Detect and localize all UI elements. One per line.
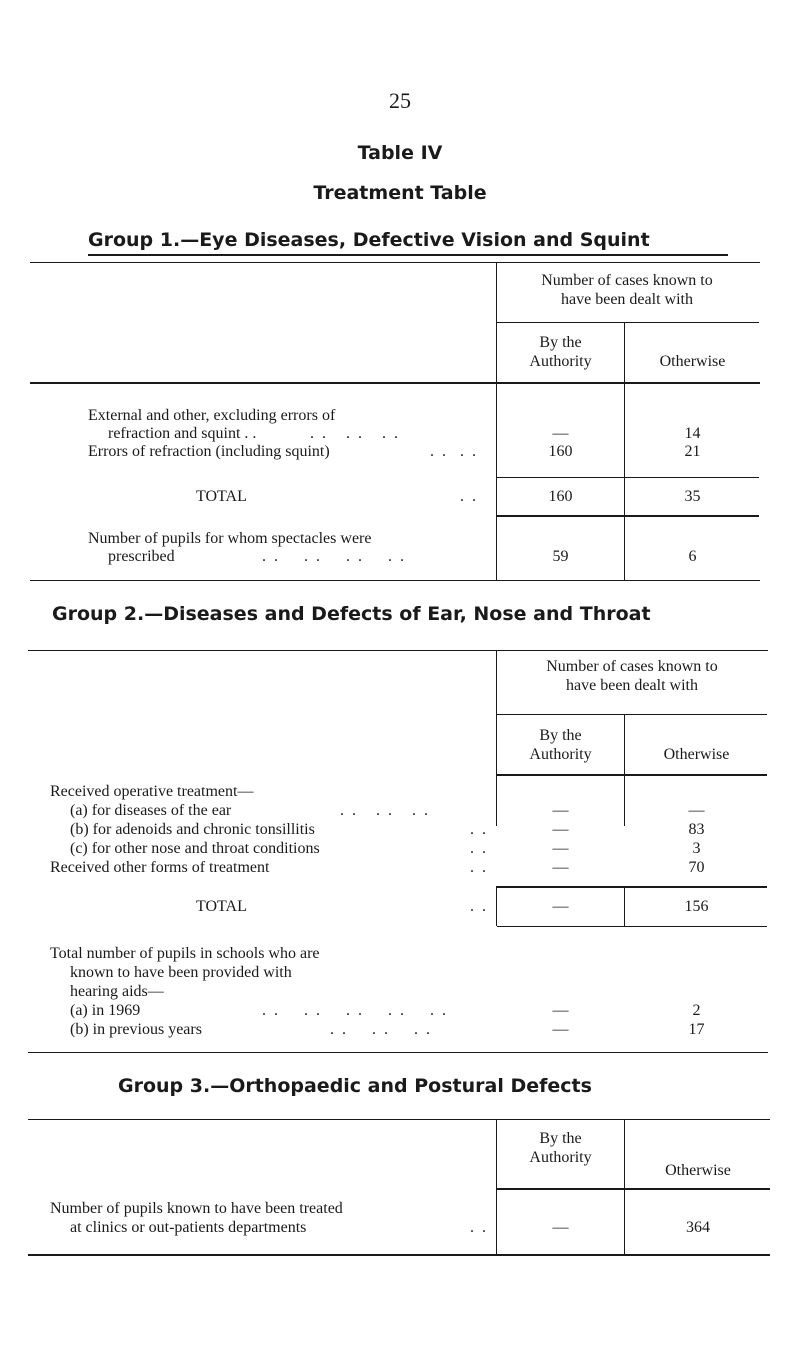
g2-header-top-line1: Number of cases known to [546,658,718,675]
group3-title: Group 3.—Orthopaedic and Postural Defects [118,1075,592,1097]
g2-row-a-otherwise: — [688,802,705,819]
g2-row-a-leader: . . . . . . [340,802,430,819]
g1-row1-label-line2: refraction and squint . . [108,425,257,442]
g2-col-authority-line2: Authority [529,746,592,763]
g3-row-line1: Number of pupils known to have been treated [50,1200,343,1217]
g2-row-b-leader: . . [470,821,488,838]
g3-col-authority-line1: By the [539,1130,582,1147]
g1-total-label: TOTAL [196,488,247,505]
g1-row4-label-line2: prescribed [108,548,175,565]
g1-col-otherwise: Otherwise [659,353,726,370]
g3-row-leader: . . [470,1219,488,1236]
g1-col-authority-line1: By the [539,334,582,351]
g2-hearing-a-label: (a) in 1969 [70,1002,141,1019]
g2-row-c-authority: — [552,840,569,857]
g2-col-otherwise: Otherwise [663,746,730,763]
table-title: Treatment Table [313,182,487,204]
g1-col-authority-line2: Authority [529,353,592,370]
g2-hearing-line3: hearing aids— [70,983,164,1000]
g1-row1-leader: . . . . . . [310,425,400,442]
g2-row-a-label: (a) for diseases of the ear [70,802,232,819]
g3-otherwise: 364 [686,1219,710,1236]
g1-total-otherwise: 35 [684,488,701,505]
g2-total-otherwise: 156 [684,898,709,915]
g2-hearing-a-leader: . . . . . . . . . . [262,1002,448,1019]
g2-header-top-line2: have been dealt with [566,677,698,694]
group1-title: Group 1.—Eye Diseases, Defective Vision and Squint [88,229,650,251]
g2-total-leader: . . [470,898,488,915]
g2-row-other-leader: . . [470,859,488,876]
g2-hearing-b-label: (b) in previous years [70,1021,202,1038]
g1-row4-otherwise: 6 [688,548,697,565]
g2-row-other-otherwise: 70 [688,859,705,876]
g3-authority: — [552,1219,569,1236]
g2-row-a-authority: — [552,802,569,819]
g2-hearing-line1: Total number of pupils in schools who are [50,945,320,962]
g1-header-top-line2: have been dealt with [561,291,693,308]
g1-row2-label: Errors of refraction (including squint) [88,443,330,460]
g2-col-authority-line1: By the [539,727,582,744]
g2-hearing-line2: known to have been provided with [70,964,292,981]
g1-row1-label-line1: External and other, excluding errors of [88,407,336,424]
g2-total-authority: — [552,898,569,915]
g1-row1-otherwise: 14 [684,425,701,442]
g2-hearing-a-otherwise: 2 [692,1002,701,1019]
g3-col-otherwise: Otherwise [665,1162,731,1179]
g2-row-b-label: (b) for adenoids and chronic tonsillitis [70,821,315,838]
g2-hearing-b-otherwise: 17 [688,1021,705,1038]
table-label: Table IV [357,142,443,164]
g2-received-heading: Received operative treatment— [50,783,254,800]
group1-title-rule [88,254,728,256]
g1-row4-authority: 59 [552,548,569,565]
g2-row-other-authority: — [552,859,569,876]
g3-col-authority-line2: Authority [529,1149,592,1166]
g2-row-c-label: (c) for other nose and throat conditions [70,840,320,857]
g2-row-other-label: Received other forms of treatment [50,859,270,876]
g2-row-b-authority: — [552,821,569,838]
g1-row4-leader: . . . . . . . . [262,548,406,565]
g3-row-line2: at clinics or out-patients departments [70,1219,307,1236]
g2-row-b-otherwise: 83 [688,821,705,838]
g2-hearing-b-authority: — [552,1021,569,1038]
g1-total-authority: 160 [548,488,573,505]
g1-header-top-line1: Number of cases known to [541,272,713,289]
g1-total-leader: . . [460,488,478,505]
g1-row4-label-line1: Number of pupils for whom spectacles were [88,530,372,547]
g1-row1-authority: — [552,425,569,442]
g1-row2-authority: 160 [548,443,573,460]
g2-hearing-a-authority: — [552,1002,569,1019]
g1-row2-otherwise: 21 [684,443,701,460]
g2-row-c-otherwise: 3 [692,840,701,857]
group2-title: Group 2.—Diseases and Defects of Ear, Nose and Throat [52,603,651,625]
g1-row2-leader: . . . . [430,443,478,460]
g2-total-label: TOTAL [196,898,247,915]
g2-hearing-b-leader: . . . . . . [330,1021,432,1038]
g2-row-c-leader: . . [470,840,488,857]
page-number: 25 [389,88,411,113]
